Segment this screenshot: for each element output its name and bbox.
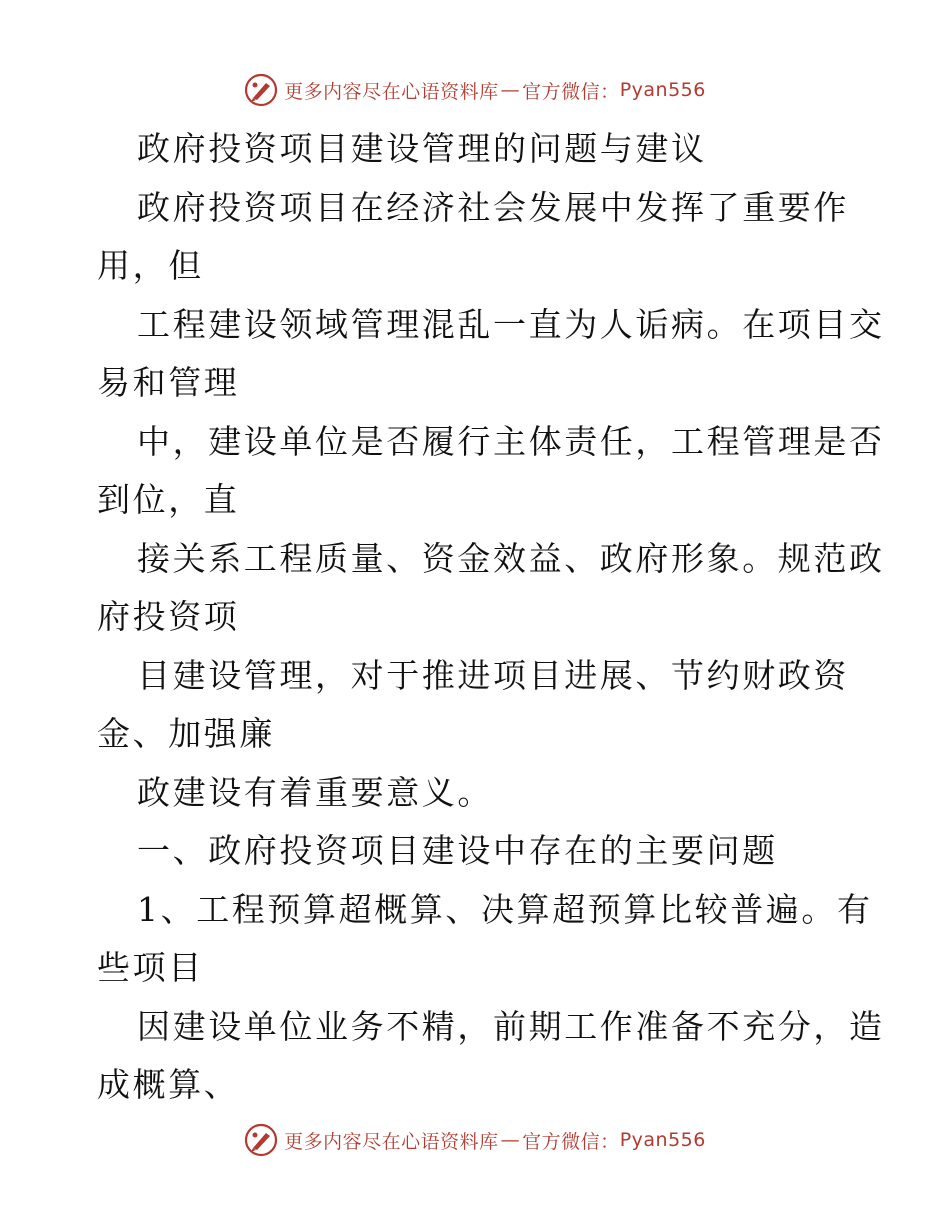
watermark-label: 官方微信：	[522, 80, 620, 103]
text-line: 中，建设单位是否履行主体责任，工程管理是否	[137, 421, 885, 461]
text-line: 金、加强廉	[97, 714, 275, 753]
text-line: 府投资项	[97, 597, 240, 636]
text-line: 政府投资项目在经济社会发展中发挥了重要作	[137, 187, 849, 227]
text-line: 到位，直	[97, 480, 240, 519]
text-line: 用，但	[97, 246, 204, 285]
text-line: 接关系工程质量、资金效益、政府形象。规范政	[137, 538, 885, 578]
text-line: 政建设有着重要意义。	[137, 772, 493, 812]
watermark-text: 更多内容尽在心语资料库	[284, 1130, 499, 1153]
watermark-separator: —	[500, 1129, 521, 1151]
document-title: 政府投资项目建设管理的问题与建议	[137, 129, 707, 168]
watermark-label: 官方微信：	[522, 1130, 620, 1153]
watermark-text: 更多内容尽在心语资料库	[284, 80, 499, 103]
watermark-wechat-id: Pyan556	[619, 79, 706, 101]
text-line: 成概算、	[97, 1065, 240, 1104]
text-line: 目建设管理，对于推进项目进展、节约财政资	[137, 655, 849, 695]
pen-logo-icon	[244, 1123, 278, 1157]
watermark-wechat-id: Pyan556	[619, 1129, 706, 1151]
watermark-footer	[0, 1118, 950, 1162]
watermark-header	[0, 68, 950, 112]
text-line: 工程建设领域管理混乱一直为人诟病。在项目交	[137, 304, 885, 344]
text-line: 1、工程预算超概算、决算超预算比较普遍。有	[137, 889, 873, 929]
document-body	[97, 120, 885, 1115]
text-line: 易和管理	[97, 363, 240, 402]
section-heading: 一、政府投资项目建设中存在的主要问题	[137, 831, 778, 870]
pen-logo-icon	[244, 73, 278, 107]
text-line: 些项目	[97, 948, 204, 987]
watermark-separator: —	[500, 79, 521, 101]
text-line: 因建设单位业务不精，前期工作准备不充分，造	[137, 1006, 885, 1046]
